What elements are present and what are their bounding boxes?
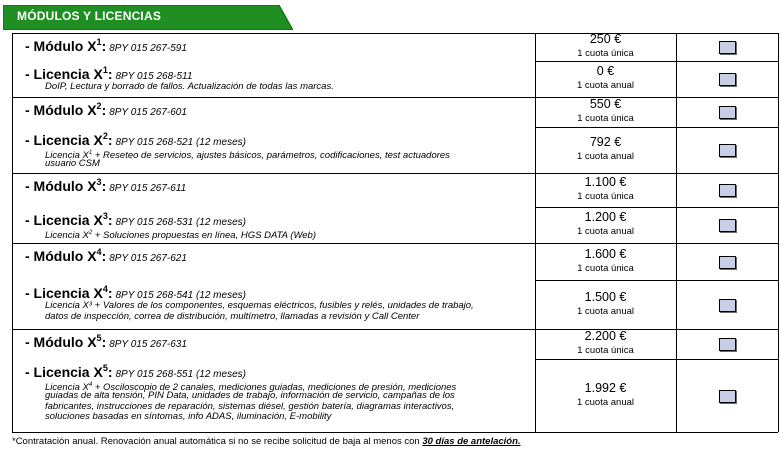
payment-term: 1 cuota única [577, 262, 634, 274]
description-superscript: 4 [88, 382, 93, 388]
price-value: 550 € [589, 97, 622, 111]
description-text: soluciones basadas en síntomas, info ADAS, iluminación, E-mobility [45, 411, 332, 423]
row-divider [12, 243, 778, 244]
select-checkbox[interactable] [719, 184, 736, 197]
section-header [3, 5, 293, 30]
module-name: - Módulo $X^5$: 8PY 015 267-631 [25, 333, 187, 350]
module-name: - Módulo $X^3$: 8PY 015 267-611 [25, 177, 187, 194]
section-title: MÓDULOS Y LICENCIAS [17, 9, 162, 23]
item-name-text: - Módulo X [25, 334, 97, 350]
license-name: - Licencia $X^3$: 8PY 015 268-531 (12 meses) [25, 211, 246, 228]
select-checkbox[interactable] [719, 73, 736, 86]
item-name-text: - Licencia X [25, 132, 103, 148]
price-value: 1.992 € [584, 380, 627, 395]
payment-term: 1 cuota anual [576, 151, 635, 162]
license-name: - Licencia $X^4$: 8PY 015 268-541 (12 meses) [25, 284, 246, 301]
description-text: guiadas de alta tensión, PIN Data, unidades de trabajo, información de servicio, campañas de los [45, 389, 455, 401]
part-number: 8PY 015 268-531 (12 meses) [115, 217, 246, 228]
item-name-text: - Licencia X [25, 285, 103, 301]
description-superscript: 1 [88, 150, 93, 156]
row-divider [12, 432, 778, 433]
select-checkbox[interactable] [719, 144, 736, 157]
part-number: 8PY 015 268-521 (12 meses) [115, 137, 246, 148]
price-value: 792 € [589, 135, 622, 149]
item-superscript: 3 [96, 177, 102, 187]
item-description-line [45, 159, 100, 170]
select-checkbox[interactable] [719, 106, 736, 119]
price-value: 0 € [596, 64, 615, 78]
item-superscript: 4 [102, 284, 108, 294]
item-name-text: - Módulo X [25, 248, 97, 264]
item-superscript: 2 [102, 131, 108, 141]
payment-term: 1 cuota anual [576, 396, 635, 408]
column-divider [676, 33, 677, 432]
item-superscript: 5 [96, 333, 102, 343]
item-description: DoIP, Lectura y borrado de fallos. Actualización de todas las marcas. [45, 81, 334, 92]
select-checkbox[interactable] [719, 299, 736, 312]
item-description-line [45, 148, 450, 162]
license-name: - Licencia $X^5$: 8PY 015 268-551 (12 meses) [25, 363, 246, 380]
description-text: Licencia X [45, 230, 89, 241]
footnote-emphasis: 30 días de antelación. [422, 436, 521, 447]
description-text-rest: + Osciloscopio de 2 canales, mediciones guiadas, mediciones de presión, mediciones [92, 382, 457, 393]
payment-term: 1 cuota anual [576, 80, 635, 91]
payment-term: 1 cuota anual [576, 226, 635, 237]
payment-term: 1 cuota única [577, 191, 634, 202]
item-superscript: 2 [96, 101, 102, 111]
price-value: 1.600 € [584, 246, 627, 261]
item-description-line [45, 228, 316, 242]
price-value: 250 € [589, 32, 622, 46]
part-number: 8PY 015 267-611 [109, 183, 187, 194]
license-name: - Licencia $X^1$: 8PY 015 268-511 [25, 65, 193, 82]
item-superscript: 1 [102, 65, 108, 75]
part-number: 8PY 015 267-621 [109, 253, 187, 264]
description-text: Licencia X [45, 382, 89, 393]
select-checkbox[interactable] [719, 256, 736, 269]
description-text: Licencia X [45, 150, 89, 161]
row-divider [535, 280, 778, 281]
item-superscript: 4 [96, 247, 102, 257]
item-superscript: 3 [102, 211, 108, 221]
part-number: 8PY 015 268-551 (12 meses) [115, 369, 246, 380]
part-number: 8PY 015 267-591 [109, 43, 187, 54]
price-value: 2.200 € [584, 329, 627, 343]
description-text: Licencia X³ + Valores de los componentes, esquemas eléctricos, fusibles y relés, unidades de trabajo, [45, 300, 474, 311]
description-text: usuario CSM [45, 157, 100, 169]
column-divider [778, 33, 779, 432]
select-checkbox[interactable] [719, 338, 736, 351]
description-text: datos de inspección, correa de distribución, multímetro, llamadas a revisión y Call Center [45, 310, 420, 322]
description-text-rest: + Soluciones propuestas en línea, HGS DATA (Web) [92, 230, 316, 241]
item-name-text: - Licencia X [25, 364, 103, 380]
license-name: - Licencia $X^2$: 8PY 015 268-521 (12 meses) [25, 131, 246, 148]
row-divider [535, 207, 778, 208]
select-checkbox[interactable] [719, 41, 736, 54]
column-divider [12, 33, 13, 432]
item-name-text: - Módulo X [25, 178, 97, 194]
item-superscript: 1 [96, 37, 102, 47]
footnote [12, 436, 521, 447]
part-number: 8PY 015 268-541 (12 meses) [115, 290, 246, 301]
price-value: 1.200 € [584, 210, 627, 224]
item-name-text: - Módulo X [25, 102, 97, 118]
row-divider [535, 127, 778, 128]
description-superscript: 2 [88, 230, 93, 236]
item-superscript: 5 [102, 363, 108, 373]
item-description-line [45, 412, 331, 423]
price-value: 1.100 € [584, 175, 627, 189]
module-name: - Módulo $X^4$: 8PY 015 267-621 [25, 247, 187, 264]
part-number: 8PY 015 267-601 [109, 107, 187, 118]
module-name: - Módulo $X^1$: 8PY 015 267-591 [25, 37, 187, 54]
payment-term: 1 cuota única [577, 345, 634, 356]
module-name: - Módulo $X^2$: 8PY 015 267-601 [25, 101, 187, 118]
footnote-text: *Contratación anual. Renovación anual automática si no se recibe solicitud de baja al menos con [12, 436, 423, 447]
item-name-text: - Licencia X [25, 212, 103, 228]
price-value: 1.500 € [584, 289, 627, 304]
row-divider [535, 61, 778, 62]
description-text: fabricantes, instrucciones de reparación, sistemas diésel, gestión batería, diagramas interactivos, [45, 400, 455, 412]
part-number: 8PY 015 267-631 [109, 339, 187, 350]
row-divider [12, 173, 778, 174]
description-text-rest: + Reseteo de servicios, ajustes básicos, parámetros, codificaciones, test actuadores [92, 150, 450, 161]
select-checkbox[interactable] [719, 390, 736, 403]
part-number: 8PY 015 268-511 [115, 71, 193, 82]
row-divider [535, 359, 778, 360]
item-name-text: - Licencia X [25, 66, 103, 82]
item-description-line [45, 312, 419, 323]
item-name-text: - Módulo X [25, 38, 97, 54]
payment-term: 1 cuota única [577, 113, 634, 124]
payment-term: 1 cuota única [577, 48, 634, 59]
payment-term: 1 cuota anual [576, 305, 635, 317]
select-checkbox[interactable] [719, 219, 736, 232]
